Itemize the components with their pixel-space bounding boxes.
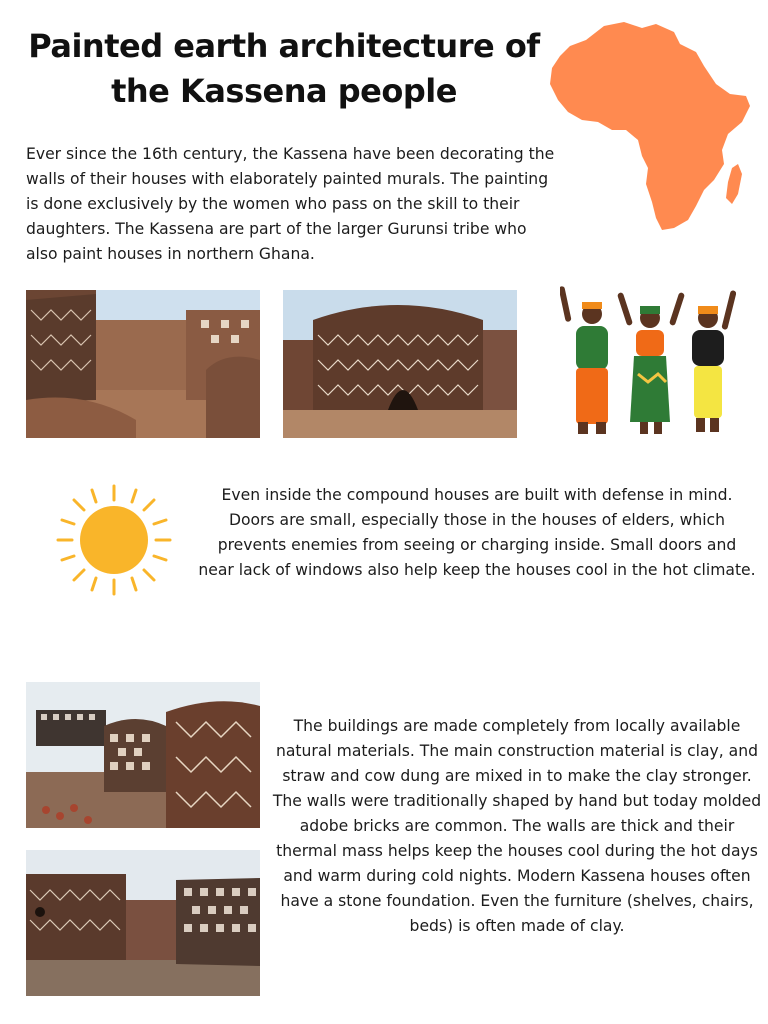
kassena-people-illustration: [560, 282, 736, 444]
defense-paragraph: Even inside the compound houses are built with defense in mind. Doors are small, especially those in the houses of elders, which prevents enemies from seeing or charging inside. Small doors and near lack of windows also help keep the houses cool in the hot climate.: [198, 486, 756, 579]
photo-painted-house: [283, 290, 517, 438]
materials-paragraph: The buildings are made completely from locally available natural materials. The main construction material is clay, and straw and cow dung are mixed in to make the clay stronger. The walls were traditionally shaped by hand but today molded adobe bricks are common. The walls are thick and their thermal mass helps keep the houses cool during the hot days and warm during cold nights. Modern Kassena houses often have a stone foundation. Even the furniture (shelves, chairs, beds) is often made of clay.: [272, 717, 762, 935]
photo-painted-walls: [26, 682, 260, 828]
intro-paragraph: Ever since the 16th century, the Kassena have been decorating the walls of their houses with elaborately painted murals. The painting is done exclusively by the women who pass on the skill to their daughters. The Kassena are part of the larger Gurunsi tribe who also paint houses in northern Ghana.: [26, 145, 555, 263]
photo-courtyard: [26, 290, 260, 438]
africa-map-icon: [546, 18, 752, 232]
page-title: Painted earth architecture of the Kassena people: [28, 27, 540, 110]
photo-compound-wall: [26, 850, 260, 996]
sun-icon: [54, 482, 174, 598]
